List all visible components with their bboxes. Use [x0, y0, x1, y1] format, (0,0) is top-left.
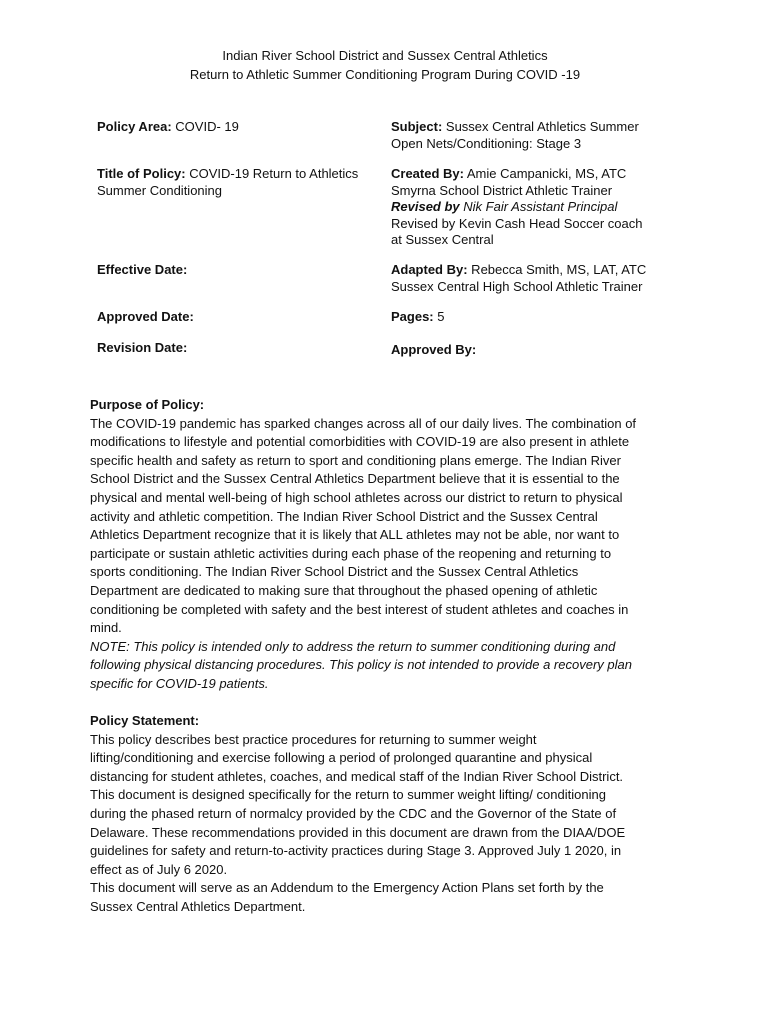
- subject-label: Subject:: [391, 119, 443, 134]
- policy-area-value: COVID- 19: [171, 119, 239, 134]
- statement-line: during the phased return of normalcy provided by the CDC and the Governor of the State of: [90, 806, 617, 822]
- revised-by-value: Nik Fair Assistant Principal: [459, 199, 618, 214]
- adapted-by-value-line-2: Sussex Central High School Athletic Trainer: [391, 278, 643, 294]
- title-of-policy-label: Title of Policy:: [97, 166, 186, 181]
- metadata-row: [97, 262, 697, 309]
- purpose-line: Athletics Department recognize that it is likely that ALL athletes may not be able, nor want to: [90, 527, 620, 543]
- statement-line: This policy describes best practice procedures for returning to summer weight: [90, 731, 537, 747]
- section-spacer: [90, 694, 690, 713]
- pages-cell: [391, 309, 691, 340]
- created-by-label: Created By:: [391, 166, 464, 181]
- statement-line: effect as of July 6 2020.: [90, 861, 228, 877]
- title-of-policy-value-line-2: Summer Conditioning: [97, 182, 223, 198]
- effective-date-cell: [97, 262, 391, 309]
- created-by-cell: [391, 166, 691, 262]
- approved-by-label: Approved By:: [391, 342, 477, 357]
- statement-line: This document will serve as an Addendum to the Emergency Action Plans set forth by the: [90, 880, 604, 896]
- approved-date-label: Approved Date:: [97, 309, 194, 324]
- purpose-line: The COVID-19 pandemic has sparked changes across all of our daily lives. The combination of: [90, 415, 637, 431]
- note-line: specific for COVID-19 patients.: [90, 675, 269, 691]
- policy-statement-paragraph: [90, 731, 690, 917]
- document-header: [0, 46, 770, 84]
- subject-cell: [391, 119, 691, 166]
- subject-value-line-1: Sussex Central Athletics Summer: [442, 119, 639, 134]
- purpose-line: activity and athletic competition. The Indian River School District and the Sussex Central: [90, 508, 598, 524]
- pages-label: Pages:: [391, 309, 434, 324]
- purpose-heading: Purpose of Policy:: [90, 397, 205, 412]
- adapted-by-label: Adapted By:: [391, 262, 468, 277]
- metadata-row: [97, 166, 697, 262]
- purpose-line: modifications to lifestyle and potential comorbidities with COVID-19 are also present in athlete: [90, 434, 630, 450]
- purpose-line: mind.: [90, 620, 122, 636]
- purpose-line: School District and the Sussex Central Athletics Department believe that it is essential to the: [90, 471, 620, 487]
- revision-date-label: Revision Date:: [97, 340, 188, 355]
- effective-date-label: Effective Date:: [97, 262, 188, 277]
- statement-line: distancing for student athletes, coaches, and medical staff of the Indian River School District.: [90, 768, 624, 784]
- purpose-line: physical and mental well-being of high school athletes across our district to return to physical: [90, 489, 623, 505]
- revision-date-cell: [97, 340, 391, 370]
- purpose-line: participate or sustain athletic activities during each phase of the reopening and returning to: [90, 545, 612, 561]
- created-by-value-line-2: Smyrna School District Athletic Trainer: [391, 182, 613, 198]
- note-line: NOTE: This policy is intended only to address the return to summer conditioning during and: [90, 638, 616, 654]
- revised-by-2-line-2: at Sussex Central: [391, 232, 494, 247]
- policy-area-label: Policy Area:: [97, 119, 172, 134]
- metadata-row: [97, 340, 697, 370]
- policy-statement-heading: Policy Statement:: [90, 713, 200, 729]
- purpose-line: sports conditioning. The Indian River School District and the Sussex Central Athletics: [90, 564, 579, 580]
- statement-line: lifting/conditioning and exercise following a period of prolonged quarantine and physical: [90, 750, 593, 766]
- header-title-line-1: Indian River School District and Sussex Central Athletics: [222, 48, 548, 63]
- purpose-line: Department are dedicated to making sure that throughout the phased opening of athletic: [90, 582, 598, 598]
- title-of-policy-value-line-1: COVID-19 Return to Athletics: [185, 166, 359, 181]
- subject-value-line-2: Open Nets/Conditioning: Stage 3: [391, 135, 582, 151]
- statement-line: guidelines for safety and return-to-activity practices during Stage 3. Approved July 1 2020, in: [90, 843, 622, 859]
- purpose-line: specific health and safety as return to sport and conditioning plans emerge. The Indian River: [90, 452, 621, 468]
- title-of-policy-cell: [97, 166, 391, 262]
- revised-by-label: Revised by: [391, 199, 460, 214]
- pages-value: 5: [433, 309, 445, 324]
- header-title-line-2: Return to Athletic Summer Conditioning Program During COVID -19: [189, 67, 581, 82]
- note-line: following physical distancing procedures. This policy is not intended to provide a recovery plan: [90, 657, 632, 673]
- policy-metadata-table: [97, 119, 697, 370]
- purpose-note: [90, 638, 690, 694]
- purpose-line: conditioning be completed with safety and the best interest of student athletes and coaches in: [90, 601, 629, 617]
- revised-by-2-line-1: Revised by Kevin Cash Head Soccer coach: [391, 215, 643, 231]
- statement-line: Sussex Central Athletics Department.: [90, 899, 306, 915]
- purpose-paragraph: [90, 415, 690, 638]
- statement-line: Delaware. These recommendations provided in this document are drawn from the DIAA/DOE: [90, 824, 626, 840]
- metadata-row: [97, 309, 697, 340]
- statement-line: This document is designed specifically for the return to summer weight lifting/ conditioning: [90, 787, 606, 803]
- approved-by-cell: [391, 340, 691, 370]
- document-body: [90, 396, 690, 917]
- metadata-row: [97, 119, 697, 166]
- adapted-by-value-line-1: Rebecca Smith, MS, LAT, ATC: [467, 262, 647, 277]
- created-by-value-line-1: Amie Campanicki, MS, ATC: [463, 166, 627, 181]
- policy-area-cell: [97, 119, 391, 166]
- adapted-by-cell: [391, 262, 691, 309]
- approved-date-cell: [97, 309, 391, 340]
